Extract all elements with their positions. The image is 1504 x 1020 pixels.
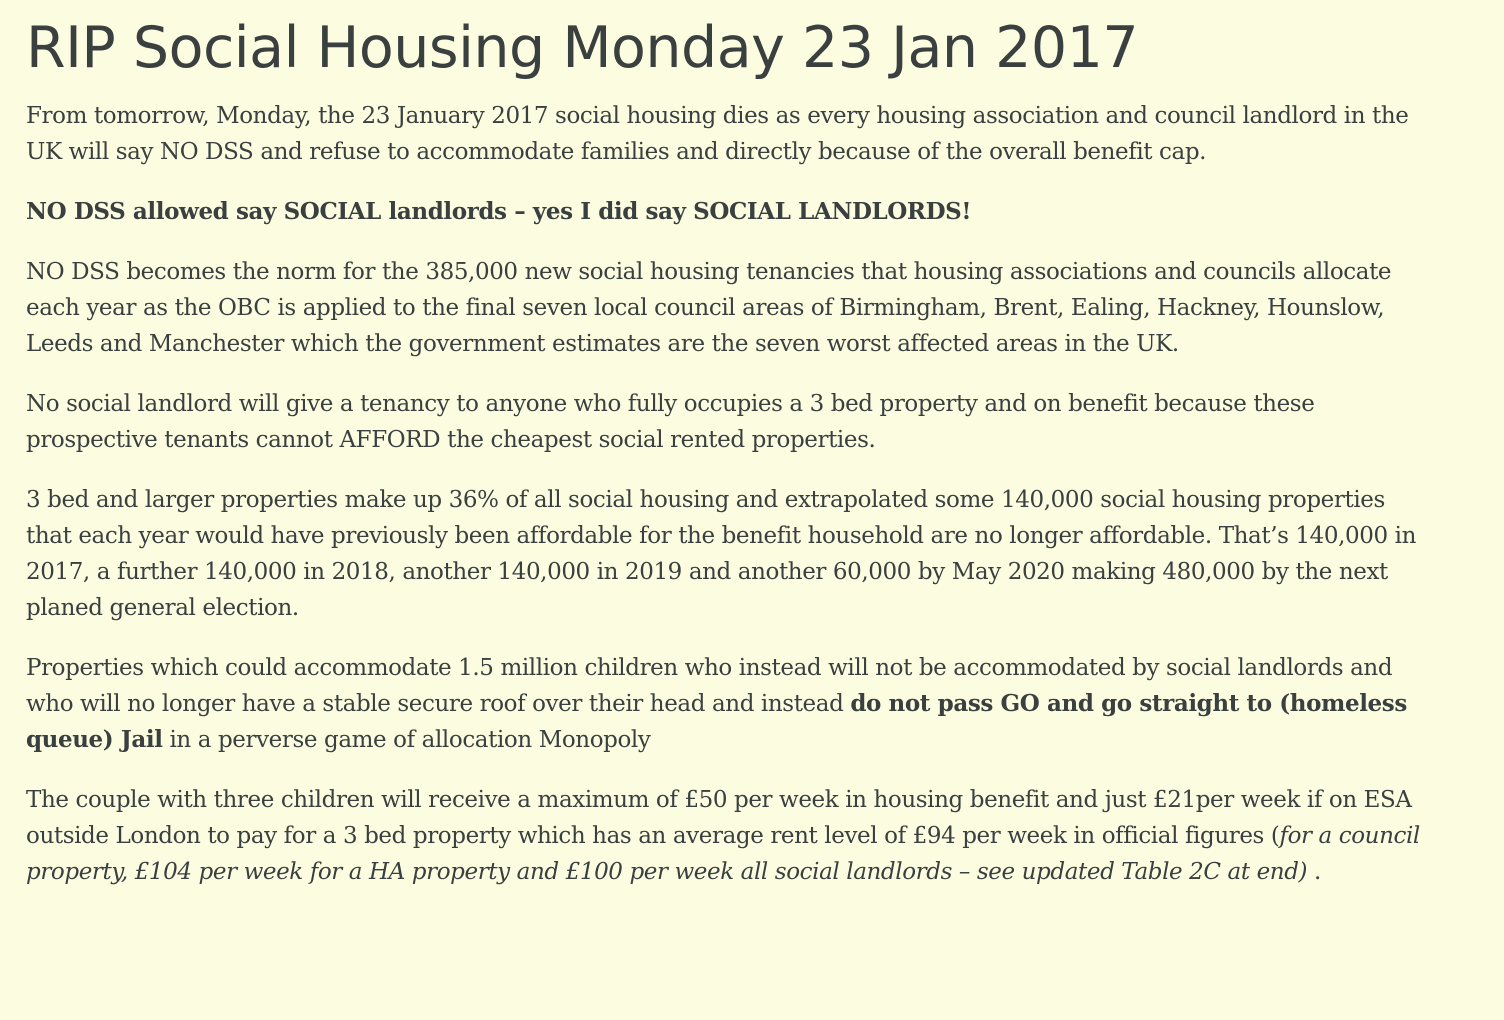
paragraph-couple: The couple with three children will receive a maximum of £50 per week in housing benefit and just £21per week if on ESA outside London to pay for a 3 bed property which has an average rent level of £94 per week in official figures (for a council property, £104 per week for a HA property and £100 per week all social landlords – see updated Table 2C at end) . [26,787,1420,885]
page-title: RIP Social Housing Monday 23 Jan 2017 [26,15,1139,81]
paragraph-properties: 3 bed and larger properties make up 36% of all social housing and extrapolated some 140,000 social housing properties that each year would have previously been affordable for the benefit household are no longer affordable. That’s 140,000 in 2017, a further 140,000 in 2018, another 140,000 in 2019 and another 60,000 by May 2020 making 480,000 by the next planed general election. [26,487,1417,621]
paragraph-no-tenancy: No social landlord will give a tenancy to anyone who fully occupies a 3 bed property and on benefit because these prospective tenants cannot AFFORD the cheapest social rented properties. [26,391,1315,453]
paragraph-children: Properties which could accommodate 1.5 million children who instead will not be accommodated by social landlords and who will no longer have a stable secure roof over their head and instead do not pass GO and go straight to (homeless queue) Jail in a perverse game of allocation Monopoly [26,655,1407,753]
paragraph-no-dss: NO DSS allowed say SOCIAL landlords – yes I did say SOCIAL LANDLORDS! [26,198,972,225]
paragraph-tenancies: NO DSS becomes the norm for the 385,000 new social housing tenancies that housing associations and councils allocate each year as the OBC is applied to the final seven local council areas of Birmingham, Brent, Ealing, Hackney, Hounslow, Leeds and Manchester which the government estimates are the seven worst affected areas in the UK. [26,259,1392,357]
paragraph-intro: From tomorrow, Monday, the 23 January 2017 social housing dies as every housing association and council landlord in the UK will say NO DSS and refuse to accommodate families and directly because of the overall benefit cap. [26,103,1409,165]
